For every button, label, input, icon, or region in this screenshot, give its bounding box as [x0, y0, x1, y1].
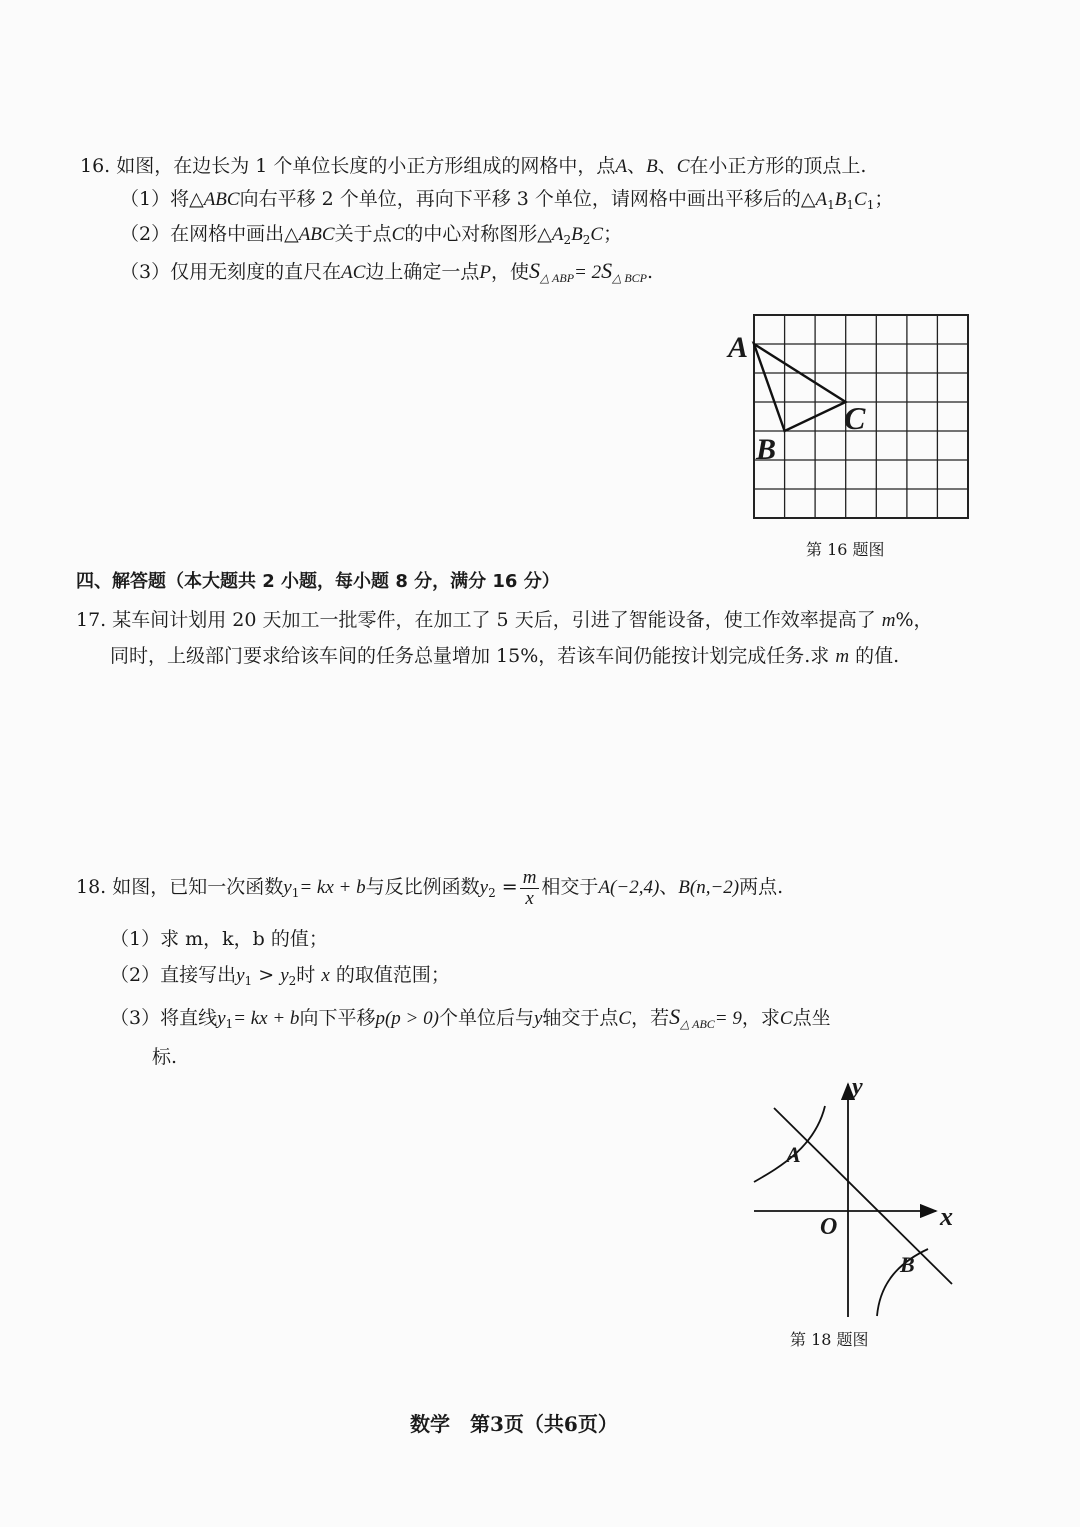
q16-part1: （1）将△ABC向右平移 2 个单位，再向下平移 3 个单位，请网格中画出平移后的$\triangle A_1B_1C_1$； — [120, 188, 894, 212]
label-b: B — [756, 433, 777, 466]
q17-line1: 17. 某车间计划用 20 天加工一批零件，在加工了 5 天后，引进了智能设备，使工作效率提高了 m%， — [76, 609, 933, 631]
line-y1 — [774, 1108, 952, 1284]
q16-stem: 16. 如图，在边长为 1 个单位长度的小正方形组成的网格中，点A、B、C在小正方形的顶点上. — [80, 155, 867, 177]
q17-line2: 同时，上级部门要求给该车间的任务总量增加 15%，若该车间仍能按计划完成任务.求 m 的值. — [110, 645, 900, 667]
label-c: C — [844, 400, 866, 436]
label-a: A — [786, 1142, 801, 1167]
q18-caption: 第 18 题图 — [790, 1330, 869, 1349]
q18-part1: （1）求 m，k，b 的值； — [110, 928, 328, 950]
label-y: y — [852, 1074, 863, 1100]
page-footer: 数学 第3页（共6页） — [410, 1412, 618, 1436]
q16-grid-figure — [720, 305, 980, 530]
triangle-abc — [754, 344, 846, 431]
label-x: x — [940, 1202, 953, 1231]
q16-caption: 第 16 题图 — [806, 540, 885, 559]
label-b: B — [900, 1252, 915, 1277]
q16-part2: （2）在网格中画出△ABC关于点C的中心对称图形$\triangle A_2B_2C$； — [120, 223, 623, 247]
label-a: A — [728, 331, 749, 364]
q18-part3: （3）将直线$y_1=$ kx + b向下平移p(p > 0)个单位后与y轴交于点C，若$S_{\triangle ABC}= 9$，求C点坐 — [110, 1004, 831, 1031]
section-4-title: 四、解答题（本大题共 2 小题，每小题 8 分，满分 16 分） — [76, 571, 560, 592]
q18-stem: 18. 如图，已知一次函数$y_1=$ kx + b与反比例函数$y_2$ = $\frac{m}{x}$ 相交于A(−2,4)、B(n,−2)两点. — [76, 866, 784, 909]
q16-part3: （3）仅用无刻度的直尺在AC边上确定一点P，使$S_{\triangle ABP}= 2S_{\triangle BCP}$. — [120, 258, 654, 285]
q18-part3-cont: 标. — [152, 1046, 178, 1068]
q18-part2: （2）直接写出$y_1 > y_2$时 x 的取值范围； — [110, 964, 450, 988]
fraction-m-over-x: $\frac{m}{x}$ — [520, 868, 540, 909]
q18-graph-figure — [740, 1072, 970, 1322]
label-o: O — [820, 1214, 838, 1240]
